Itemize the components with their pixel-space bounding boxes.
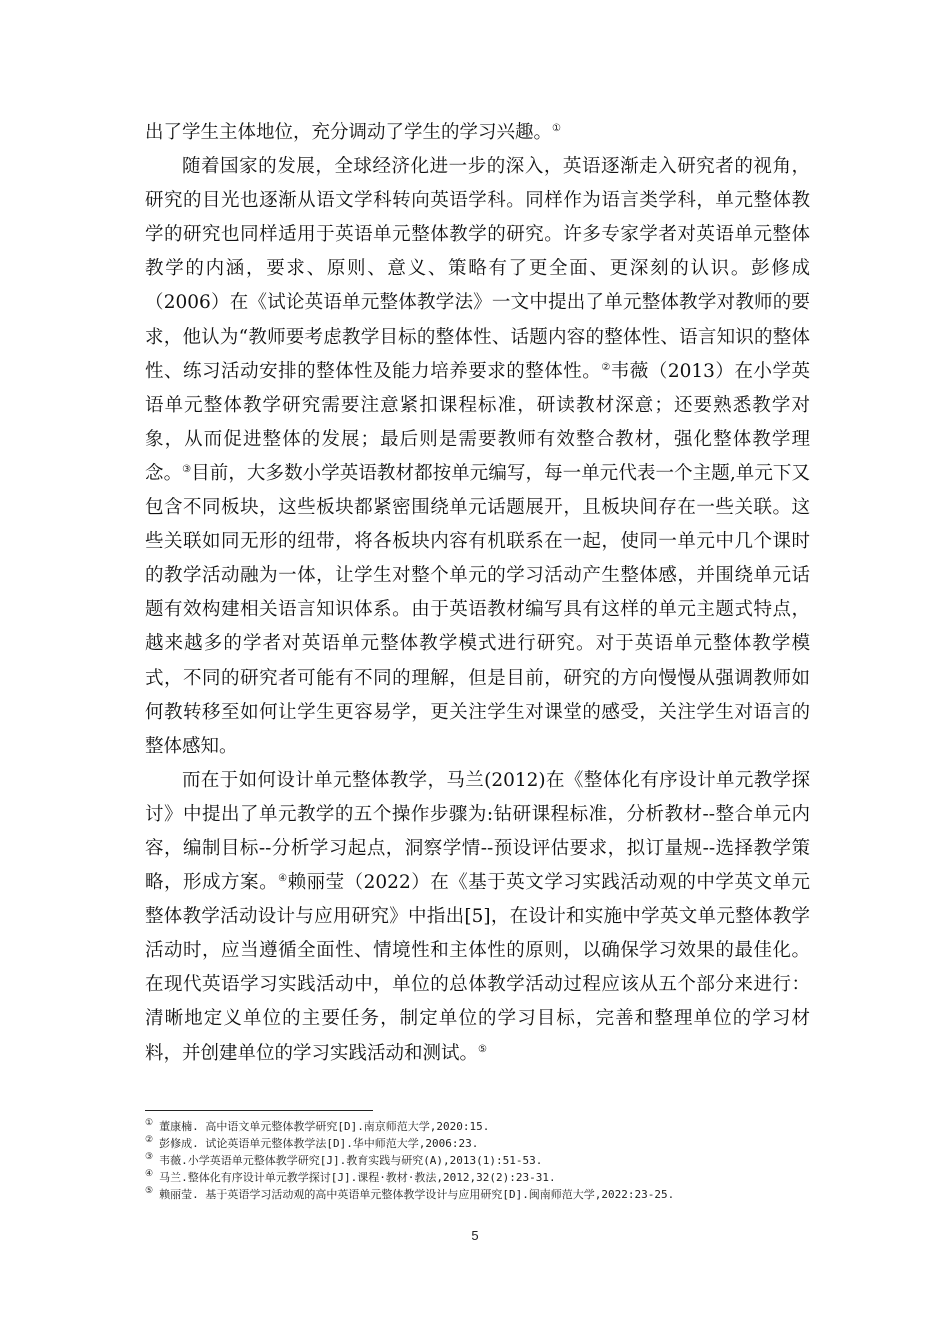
footnote-number: ① [145, 1118, 154, 1129]
paragraph [145, 116, 810, 150]
footnote-marker: ④ [278, 872, 288, 884]
footnote-marker: ① [552, 122, 561, 134]
footnote-item [145, 1118, 795, 1135]
footnote-number: ⑤ [145, 1186, 154, 1197]
footnote-item [145, 1169, 795, 1186]
footnote-item [145, 1186, 795, 1203]
paragraph-text: 韦薇（2013）在小学英语单元整体教学研究需要注意紧扣课程标准，研读教材深意；还要熟悉教学对象，从而促进整体的发展；最后则是需要教师有效整合教材，强化整体教学理念。 [145, 360, 810, 484]
footnote-number: ② [145, 1135, 154, 1146]
footnote-number: ④ [145, 1169, 154, 1180]
paragraph-text: 目前，大多数小学英语教材都按单元编写，每一单元代表一个主题,单元下又包含不同板块，这些板块都紧密围绕单元话题展开，且板块间存在一些关联。这些关联如同无形的纽带，将各板块内容有机联系在一起，使同一单元中几个课时的教学活动融为一体，让学生对整个单元的学习活动产生整体感，并围绕单元话题有效构建相关语言知识体系。由于英语教材编写具有这样的单元主题式特点，越来越多的学者对英语单元整体教学模式进行研究。对于英语单元整体教学模式，不同的研究者可能有不同的理解，但是目前，研究的方向慢慢从强调教师如何教转移至如何让学生更容易学，更关注学生对课堂的感受，关注学生对语言的整体感知。 [145, 462, 810, 757]
footnote-marker: ⑤ [478, 1043, 487, 1055]
paragraph [145, 150, 810, 764]
page-number: 5 [471, 1228, 479, 1243]
footnote-text: 韦薇.小学英语单元整体教学研究[J].教育实践与研究(A),2013(1):51-53. [159, 1154, 543, 1167]
footnote-item [145, 1135, 795, 1152]
paragraph-text: 随着国家的发展，全球经济化进一步的深入，英语逐渐走入研究者的视角，研究的目光也逐渐从语文学科转向英语学科。同样作为语言类学科，单元整体教学的研究也同样适用于英语单元整体教学的研究。许多专家学者对英语单元整体教学的内涵，要求、原则、意义、策略有了更全面、更深刻的认识。彭修成（2006）在《试论英语单元整体教学法》一文中提出了单元整体教学对教师的要求，他认为“教师要考虑教学目标的整体性、话题内容的整体性、语言知识的整体性、练习活动安排的整体性及能力培养要求的整体性。 [145, 156, 810, 382]
footnote-separator [145, 1110, 373, 1111]
footnote-text: 彭修成. 试论英语单元整体教学法[D].华中师范大学,2006:23. [159, 1137, 479, 1150]
footnote-text: 董康楠. 高中语文单元整体教学研究[D].南京师范大学,2020:15. [159, 1120, 490, 1133]
paragraph-text: 而在于如何设计单元整体教学，马兰(2012)在《整体化有序设计单元教学探讨》中提出了单元教学的五个操作步骤为:钻研课程标准，分析教材--整合单元内容，编制目标--分析学习起点，洞察学情--预设评估要求，拟订量规--选择教学策略，形成方案。 [145, 769, 810, 894]
footnote-marker: ② [601, 361, 611, 373]
footnote-marker: ③ [182, 463, 192, 475]
footnote-item [145, 1152, 795, 1169]
footnote-number: ③ [145, 1152, 154, 1163]
footnote-text: 赖丽莹. 基于英语学习活动观的高中英语单元整体教学设计与应用研究[D].闽南师范大学,2022:23-25. [159, 1188, 675, 1201]
footnote-text: 马兰.整体化有序设计单元教学探讨[J].课程·教材·教法,2012,32(2):23-31. [159, 1171, 556, 1184]
paragraph-text: 赖丽莹（2022）在《基于英文学习实践活动观的中学英文单元整体教学活动设计与应用研究》中指出[5]，在设计和实施中学英文单元整体教学活动时，应当遵循全面性、情境性和主体性的原则，以确保学习效果的最佳化。在现代英语学习实践活动中，单位的总体教学活动过程应该从五个部分来进行：清晰地定义单位的主要任务，制定单位的学习目标，完善和整理单位的学习材料，并创建单位的学习实践活动和测试。 [145, 872, 810, 1064]
paragraph-text: 出了学生主体地位，充分调动了学生的学习兴趣。 [145, 122, 553, 143]
footnotes [145, 1118, 795, 1203]
main-text [145, 116, 810, 1071]
paragraph [145, 764, 810, 1071]
